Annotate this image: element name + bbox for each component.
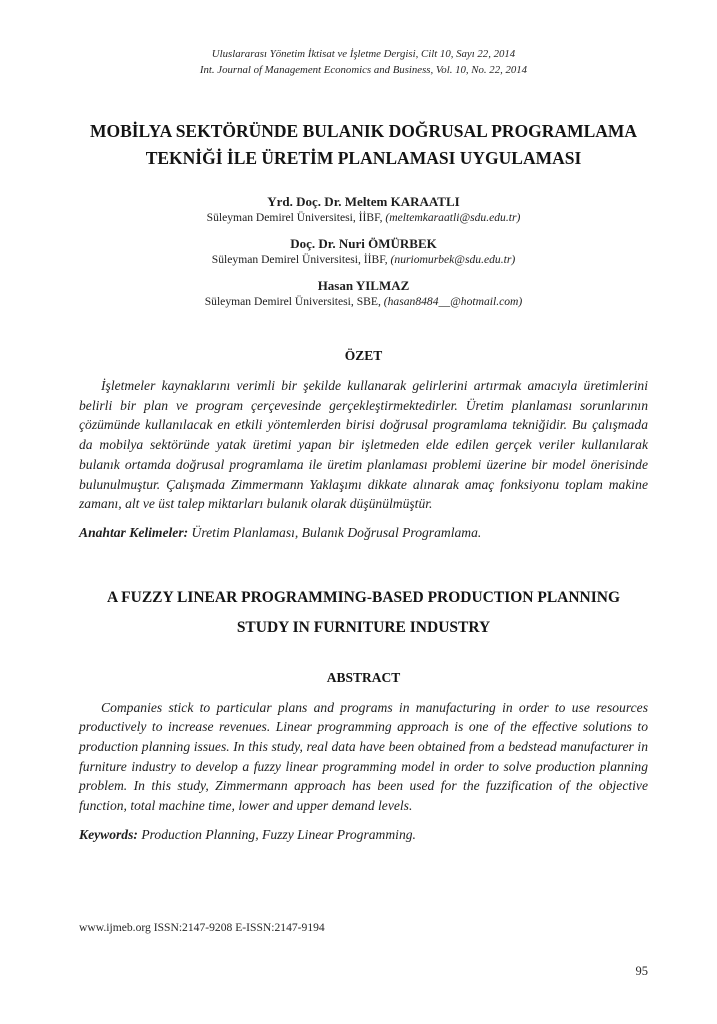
page-number: 95	[635, 964, 648, 978]
anahtar-kelimeler-line	[79, 523, 648, 543]
journal-header-line-english: Int. Journal of Management Economics and Business, Vol. 10, No. 22, 2014	[199, 64, 528, 76]
author-name: Doç. Dr. Nuri ÖMÜRBEK	[290, 236, 437, 251]
abstract-paragraph: Companies stick to particular plans and programs in manufacturing in order to use resources productively to increase revenues. Linear programming approach is one of the effective solutions to production planning issues. In this study, real data have been obtained from a bedstead manufacturer in furniture industry to develop a fuzzy linear programming model in order to solve production planning problem. In this study, Zimmermann approach has been used for the fuzzification of the objective function, total machine time, lower and upper demand levels.	[79, 699, 648, 814]
keywords-text: Production Planning, Fuzzy Linear Programming.	[141, 826, 416, 842]
author-list	[79, 194, 648, 309]
footer-issn-line: www.ijmeb.org ISSN:2147-9208 E-ISSN:2147-9194	[79, 921, 325, 934]
affiliation-text: Süleyman Demirel Üniversitesi, SBE,	[204, 295, 384, 308]
author-block	[79, 278, 648, 309]
affiliation-text: Süleyman Demirel Üniversitesi, İİBF,	[211, 253, 391, 266]
author-name: Hasan YILMAZ	[317, 278, 410, 293]
affiliation-text: Süleyman Demirel Üniversitesi, İİBF,	[206, 211, 386, 224]
author-block	[79, 194, 648, 225]
paper-title-english: A FUZZY LINEAR PROGRAMMING-BASED PRODUCTION PLANNING STUDY IN FURNITURE INDUSTRY	[106, 588, 621, 636]
author-email: (nuriomurbek@sdu.edu.tr)	[390, 253, 516, 266]
author-block	[79, 236, 648, 267]
author-affiliation	[79, 210, 648, 225]
journal-header	[79, 46, 648, 78]
author-affiliation	[79, 252, 648, 267]
ozet-heading: ÖZET	[344, 348, 383, 363]
ozet-paragraph: İşletmeler kaynaklarını verimli bir şekilde kullanarak gelirlerini artırmak amacıyla üretimlerini belirli bir plan ve program çerçevesinde gerçekleştirmektedirler. Üretim planlaması sorunlarının çözümünde kullanılacak en etkili yöntemlerden birisi doğrusal programlama tekniğidir. Bu çalışmada da mobilya sektöründe yatak üretimi yapan bir işletmeden elde edilen gerçek veriler kullanılarak bulanık ortamda doğrusal programlama ile üretim planlaması problemi üzerine bir model önerisinde bulunulmuştur. Çalışmada Zimmermann Yaklaşımı dikkate alınarak amaç fonksiyonu toplam makine zamanı, alt ve üst talep miktarları bulanık olarak düşünülmüştür.	[79, 378, 648, 512]
author-email: (meltemkaraatli@sdu.edu.tr)	[385, 211, 521, 224]
author-affiliation	[79, 294, 648, 309]
anahtar-kelimeler-text: Üretim Planlaması, Bulanık Doğrusal Programlama.	[191, 524, 482, 540]
keywords-label: Keywords:	[79, 826, 142, 842]
anahtar-kelimeler-label: Anahtar Kelimeler:	[79, 524, 192, 540]
keywords-line	[79, 825, 648, 845]
author-name: Yrd. Doç. Dr. Meltem KARAATLI	[267, 194, 460, 209]
author-email: (hasan8484__@hotmail.com)	[383, 295, 523, 308]
abstract-heading: ABSTRACT	[326, 669, 401, 685]
paper-title-turkish: MOBİLYA SEKTÖRÜNDE BULANIK DOĞRUSAL PROGRAMLAMA TEKNİĞİ İLE ÜRETİM PLANLAMASI UYGULAMASI	[89, 121, 638, 168]
journal-header-line-turkish: Uluslararası Yönetim İktisat ve İşletme Dergisi, Cilt 10, Sayı 22, 2014	[211, 48, 516, 60]
